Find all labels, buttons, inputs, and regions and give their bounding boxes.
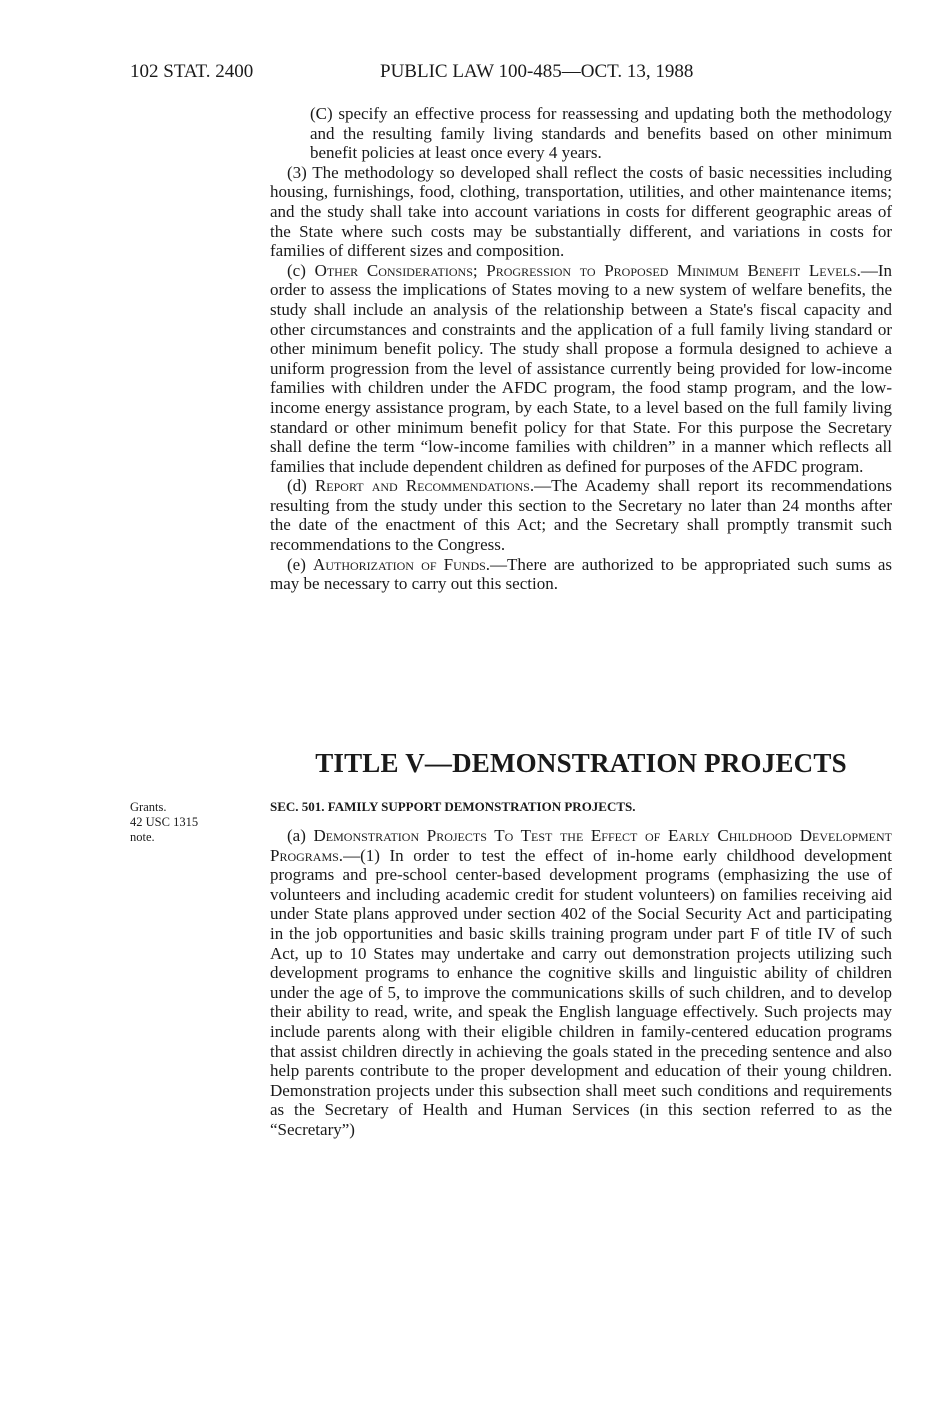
paragraph-3-methodology: (3) The methodology so developed shall reflect the costs of basic necessities including housing, furnishings, food, clothing, transportation, utilities, and other maintenance items; and the study shall take into account variations in costs for different geographic areas of the State where such costs may be substantially different, and variations in costs for families of different sizes and composition. bbox=[270, 162, 892, 261]
section-heading: SEC. 501. FAMILY SUPPORT DEMONSTRATION PROJECTS. bbox=[270, 799, 636, 814]
subsection-c-label: (c) bbox=[287, 260, 315, 280]
subsection-e-heading: Authorization of Funds. bbox=[313, 554, 491, 574]
subsection-c bbox=[270, 261, 892, 477]
title-heading: TITLE V—DEMONSTRATION PROJECTS bbox=[315, 748, 847, 778]
subsection-e-text: —There are authorized to be appropriated such sums as may be necessary to carry out this section. bbox=[270, 554, 892, 594]
margin-note bbox=[130, 800, 250, 845]
statute-page-number: 102 STAT. 2400 bbox=[130, 61, 254, 82]
subsection-d-heading: Report and Recommendations. bbox=[314, 476, 535, 496]
subsection-a bbox=[270, 826, 892, 1140]
paragraph-c-specify: (C) specify an effective process for reassessing and updating both the methodology and the resulting family living standards and benefits based on other minimum benefit policies at least once every 4 years. bbox=[310, 104, 892, 163]
subsection-e bbox=[270, 555, 892, 594]
section-501-text bbox=[270, 826, 892, 1140]
subsection-e-label: (e) bbox=[287, 554, 314, 574]
subsection-d-text: —The Academy shall report its recommendations resulting from the study under this section to the Secretary no later than 24 months after the date of the enactment of this Act; and the Secretary shall promptly transmit such recommendations to the Congress. bbox=[270, 476, 892, 555]
subsection-d bbox=[270, 476, 892, 554]
public-law-citation: PUBLIC LAW 100-485—OCT. 13, 1988 bbox=[380, 61, 694, 82]
subsection-a-text: —(1) In order to test the effect of in-home early childhood development programs and pre-school center-based development programs (emphasizing the use of volunteers and including academic credit for student volunteers) on families receiving aid under State plans approved under section 402 of the Social Security Act and participating in the job opportunities and basic skills training program under part F of title IV of such Act, up to 10 States may undertake and carry out demonstration projects utilizing such development programs to enhance the cognitive skills and linguistic ability of children under the age of 5, to improve the communications skills of such children, and to develop their ability to read, write, and speak the English language effectively. Such projects may include parents along with their eligible children in family-centered education programs that assist children directly in achieving the goals stated in the preceding sentence and also help parents contribute to the proper development and education of their young children. Demonstration projects under this subsection shall meet such conditions and requirements as the Secretary of Health and Human Services (in this section referred to as the “Secretary”) bbox=[270, 845, 892, 1139]
margin-note-grants: Grants. bbox=[130, 800, 167, 814]
subsection-a-label: (a) bbox=[287, 826, 314, 845]
page-header bbox=[130, 58, 890, 86]
margin-note-note: note. bbox=[130, 830, 155, 844]
subsection-c-heading: Other Considerations; Progression to Proposed Minimum Benefit Levels. bbox=[314, 260, 861, 280]
subsection-d-label: (d) bbox=[287, 476, 315, 496]
subsection-c-text: —In order to assess the implications of States moving to a new system of welfare benefits, the study shall include an analysis of the relationship between a State's fiscal capacity and other circumstances and constraints and the application of a full family living standard or other minimum benefit policy. The study shall propose a formula designed to achieve a uniform progression from the level of assistance currently being provided for low-income families with children under the AFDC program, the food stamp program, and the low-income energy assistance program, by each State, to a level based on the full family living standard or other minimum benefit policy for that State. For this purpose the Secretary shall define the term “low-income families with children” in a manner which reflects all families that include dependent children as defined for purposes of the AFDC program. bbox=[270, 260, 892, 476]
continuation-text bbox=[270, 104, 892, 594]
subsection-a-heading: Demonstration Projects To Test the Effect of Early Childhood Development Programs. bbox=[270, 826, 892, 865]
margin-note-usc: 42 USC 1315 bbox=[130, 815, 199, 829]
